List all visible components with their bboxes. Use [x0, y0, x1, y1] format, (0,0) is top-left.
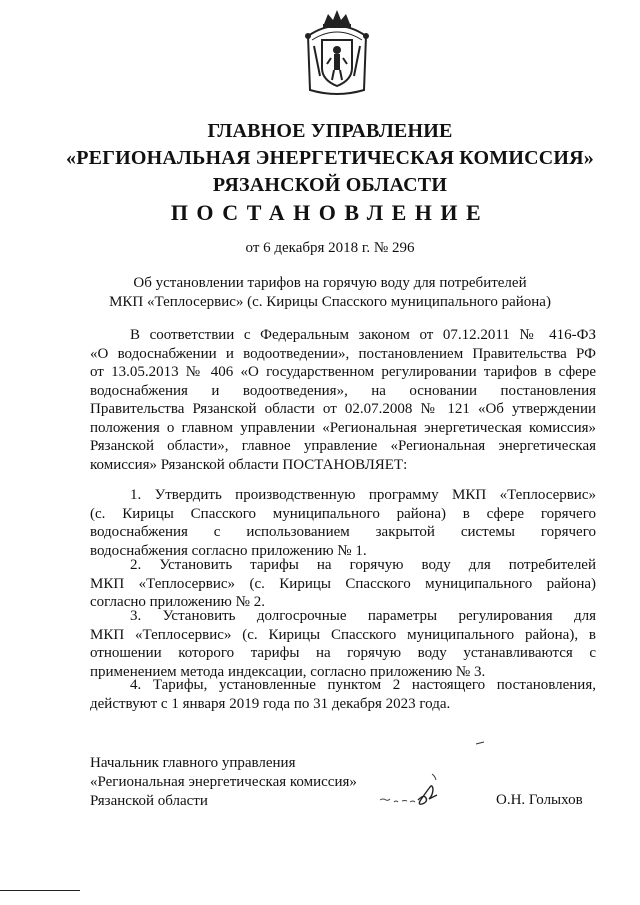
- clause-2: [90, 556, 596, 612]
- position-line-2: «Региональная энергетическая комиссия»: [90, 774, 357, 790]
- document-date-number: от 6 декабря 2018 г. № 296: [245, 240, 415, 256]
- clause-line: 2. Установить тарифы на горячую воду для потребителей: [130, 557, 596, 573]
- subject-line-1: Об установлении тарифов на горячую воду для потребителей: [133, 275, 527, 291]
- preamble-line: водоснабжения и водоотведения», на основании постановления: [90, 382, 596, 399]
- clause-line: применением метода индексации, согласно приложению № 3.: [90, 663, 486, 680]
- clause-1: [90, 486, 596, 560]
- clause-line: (с. Кирицы Спасского муниципального района) в сфере горячего: [90, 505, 596, 522]
- document-subject: [80, 274, 580, 312]
- coat-of-arms-icon: [302, 6, 372, 98]
- clause-line: МКП «Теплосервис» (с. Кирицы Спасского муниципального района): [90, 575, 596, 592]
- clause-4: [90, 676, 596, 713]
- position-line-3: Рязанской области: [90, 793, 208, 809]
- preamble-line: положения о главном управлении «Региональная энергетическая комиссия»: [90, 419, 596, 436]
- clause-line: 3. Установить долгосрочные параметры регулирования для: [130, 608, 596, 624]
- clause-line: действуют с 1 января 2019 года по 31 декабря 2023 года.: [90, 695, 451, 712]
- footer-rule: [0, 890, 80, 891]
- clause-line: 1. Утвердить производственную программу МКП «Теплосервис»: [130, 487, 596, 503]
- clause-line: 4. Тарифы, установленные пунктом 2 настоящего постановления,: [130, 677, 596, 693]
- org-name-line-1: ГЛАВНОЕ УПРАВЛЕНИЕ: [207, 120, 453, 142]
- org-name-line-2: «РЕГИОНАЛЬНАЯ ЭНЕРГЕТИЧЕСКАЯ КОМИССИЯ»: [66, 147, 594, 169]
- handwritten-signature: [376, 740, 486, 810]
- issuing-authority-header: [60, 118, 600, 199]
- signatory-name: О.Н. Голыхов: [496, 792, 583, 808]
- clause-line: отношении которого тарифы на горячую воду устанавливаются с: [90, 645, 596, 661]
- clause-line: МКП «Теплосервис» (с. Кирицы Спасского муниципального района), в: [90, 626, 596, 643]
- preamble-line: Рязанской области», главное управление «Региональная энергетическая: [90, 438, 596, 454]
- org-name-line-3: РЯЗАНСКОЙ ОБЛАСТИ: [212, 174, 448, 196]
- preamble-paragraph: [90, 326, 596, 474]
- clause-3: [90, 607, 596, 681]
- document-type-title: ПОСТАНОВЛЕНИЕ: [170, 200, 490, 225]
- signatory-position: [90, 754, 357, 811]
- position-line-1: Начальник главного управления: [90, 755, 296, 771]
- preamble-line: комиссия» Рязанской области ПОСТАНОВЛЯЕТ:: [90, 456, 408, 473]
- preamble-line: «О водоснабжении и водоотведении», постановлением Правительства РФ: [90, 345, 596, 362]
- clause-line: согласно приложению № 2.: [90, 594, 265, 610]
- clause-line: водоснабжения с использованием закрытой системы горячего: [90, 524, 596, 540]
- clause-line: водоснабжения согласно приложению № 1.: [90, 542, 367, 559]
- preamble-line: от 13.05.2013 № 406 «О государственном регулировании тарифов в сфере: [90, 364, 596, 380]
- subject-line-2: МКП «Теплосервис» (с. Кирицы Спасского муниципального района): [109, 294, 551, 310]
- preamble-line: Правительства Рязанской области от 02.07.2008 № 121 «Об утверждении: [90, 401, 596, 417]
- preamble-line: В соответствии с Федеральным законом от 07.12.2011 № 416-ФЗ: [130, 327, 596, 343]
